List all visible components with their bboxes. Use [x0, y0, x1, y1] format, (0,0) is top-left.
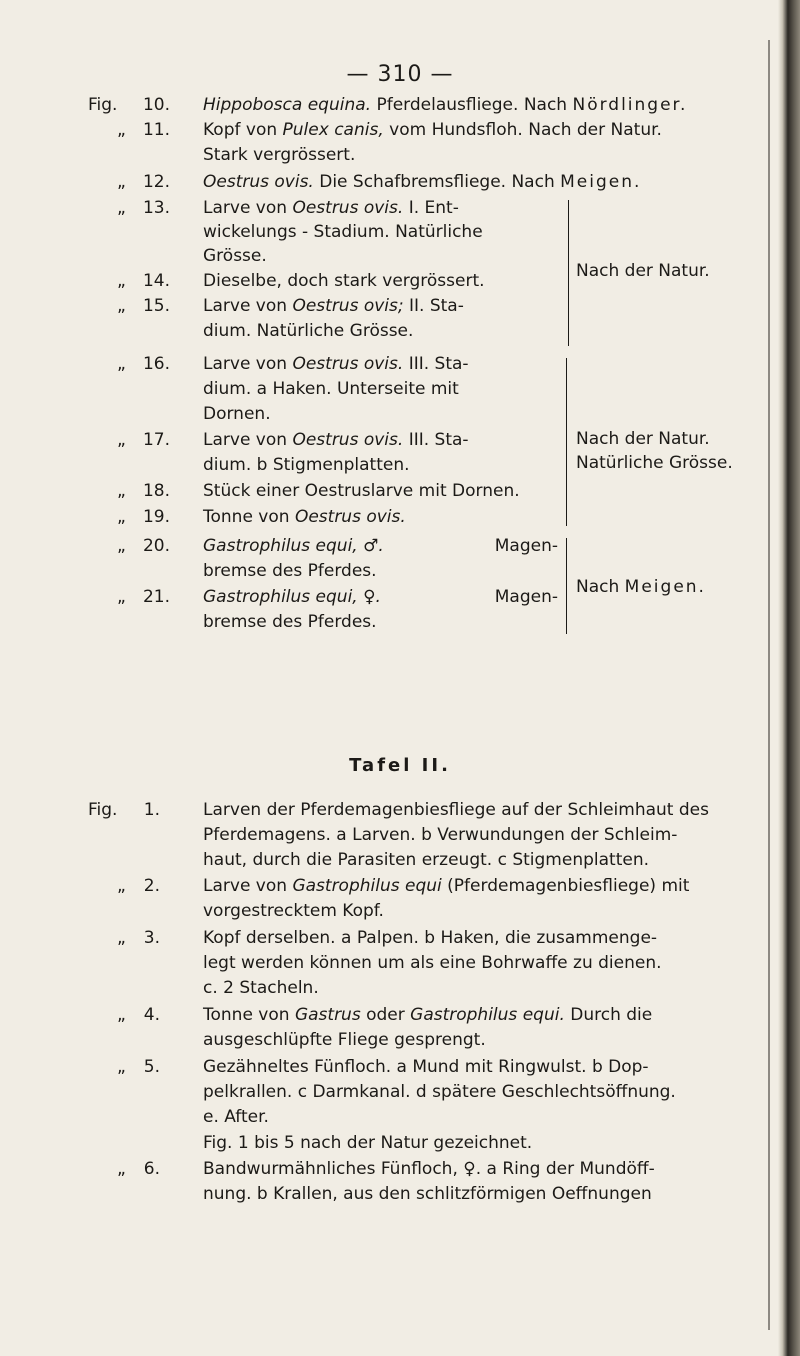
ditto-mark: „	[117, 507, 126, 527]
plate-entry-5-cont: pelkrallen. c Darmkanal. d spätere Geschlechtsöffnung.	[203, 1082, 676, 1102]
entry-number: 10.	[142, 95, 170, 115]
entry-number: 14.	[142, 271, 170, 291]
plate-entry-2: Larve von Gastrophilus equi (Pferdemagenbiesfliege) mit	[203, 876, 690, 896]
entry-number: 6.	[143, 1159, 160, 1179]
ditto-mark: „	[117, 1005, 126, 1025]
brace	[558, 200, 569, 346]
entry-13-cont: wickelungs - Stadium. Natürliche	[203, 222, 483, 242]
entry-10: Hippobosca equina. Pferdelausfliege. Nach Nördlinger.	[203, 95, 688, 115]
entry-21: Gastrophilus equi, ♀. Magen-	[203, 587, 558, 607]
entry-21-cont: bremse des Pferdes.	[203, 612, 377, 632]
entry-18: Stück einer Oestruslarve mit Dornen.	[203, 481, 520, 501]
entry-20: Gastrophilus equi, ♂. Magen-	[203, 536, 558, 556]
plate-entry-6-cont: nung. b Krallen, aus den schlitzförmigen Oeffnungen	[203, 1184, 652, 1204]
entry-16: Larve von Oestrus ovis. III. Sta-	[203, 354, 469, 374]
entry-number: 17.	[142, 430, 170, 450]
entry-number: 1.	[143, 800, 160, 820]
plate-entry-5: Gezähneltes Fünfloch. a Mund mit Ringwulst. b Dop-	[203, 1057, 649, 1077]
entry-number: 18.	[142, 481, 170, 501]
plate-entry-6: Bandwurmähnliches Fünfloch, ♀. a Ring der Mundöff-	[203, 1159, 655, 1179]
plate-title: Tafel II.	[349, 755, 451, 776]
plate-entry-5-note: Fig. 1 bis 5 nach der Natur gezeichnet.	[203, 1133, 533, 1153]
ditto-mark: „	[117, 271, 126, 291]
ditto-mark: „	[117, 536, 126, 556]
brace-size-label: Natürliche Grösse.	[576, 453, 733, 473]
plate-entry-4-cont: ausgeschlüpfte Fliege gesprengt.	[203, 1030, 486, 1050]
book-binding-edge	[778, 0, 800, 1356]
entry-number: 12.	[142, 172, 170, 192]
entry-13-cont: Grösse.	[203, 246, 267, 266]
entry-number: 3.	[143, 928, 160, 948]
fig-label: Fig.	[88, 800, 118, 820]
plate-entry-1-cont: haut, durch die Parasiten erzeugt. c Stigmenplatten.	[203, 850, 650, 870]
entry-16-cont: Dornen.	[203, 404, 271, 424]
plate-entry-5-cont: e. After.	[203, 1107, 269, 1127]
entry-15-cont: dium. Natürliche Grösse.	[203, 321, 414, 341]
entry-number: 11.	[142, 120, 170, 140]
ditto-mark: „	[117, 876, 126, 896]
entry-15: Larve von Oestrus ovis; II. Sta-	[203, 296, 464, 316]
brace-source-label: Nach der Natur.	[576, 429, 710, 449]
entry-number: 16.	[142, 354, 170, 374]
ditto-mark: „	[117, 120, 126, 140]
entry-number: 15.	[142, 296, 170, 316]
page-gutter-shadow	[768, 40, 770, 1330]
ditto-mark: „	[117, 198, 126, 218]
ditto-mark: „	[117, 354, 126, 374]
entry-11-cont: Stark vergrössert.	[203, 145, 356, 165]
ditto-mark: „	[117, 430, 126, 450]
plate-entry-1: Larven der Pferdemagenbiesfliege auf der Schleimhaut des	[203, 800, 709, 820]
ditto-mark: „	[117, 928, 126, 948]
plate-entry-3: Kopf derselben. a Palpen. b Haken, die zusammenge-	[203, 928, 658, 948]
ditto-mark: „	[117, 587, 126, 607]
plate-entry-3-cont: legt werden können um als eine Bohrwaffe zu dienen.	[203, 953, 662, 973]
page-number: — 310 —	[346, 62, 454, 87]
ditto-mark: „	[117, 481, 126, 501]
brace-source-label: Nach Meigen.	[576, 577, 706, 597]
brace-source-label: Nach der Natur.	[576, 261, 710, 281]
fig-label: Fig.	[88, 95, 118, 115]
entry-number: 19.	[142, 507, 170, 527]
entry-number: 20.	[142, 536, 170, 556]
ditto-mark: „	[117, 172, 126, 192]
entry-16-cont: dium. a Haken. Unterseite mit	[203, 379, 459, 399]
entry-11: Kopf von Pulex canis, vom Hundsfloh. Nach der Natur.	[203, 120, 662, 140]
entry-20-cont: bremse des Pferdes.	[203, 561, 377, 581]
ditto-mark: „	[117, 1057, 126, 1077]
plate-entry-1-cont: Pferdemagens. a Larven. b Verwundungen der Schleim-	[203, 825, 678, 845]
plate-entry-2-cont: vorgestrecktem Kopf.	[203, 901, 384, 921]
entry-number: 4.	[143, 1005, 160, 1025]
entry-13: Larve von Oestrus ovis. I. Ent-	[203, 198, 459, 218]
entry-number: 2.	[143, 876, 160, 896]
entry-14: Dieselbe, doch stark vergrössert.	[203, 271, 485, 291]
entry-17: Larve von Oestrus ovis. III. Sta-	[203, 430, 469, 450]
ditto-mark: „	[117, 296, 126, 316]
entry-19: Tonne von Oestrus ovis.	[203, 507, 406, 527]
ditto-mark: „	[117, 1159, 126, 1179]
plate-entry-3-cont: c. 2 Stacheln.	[203, 978, 319, 998]
entry-number: 13.	[142, 198, 170, 218]
entry-number: 21.	[142, 587, 170, 607]
plate-entry-4: Tonne von Gastrus oder Gastrophilus equi. Durch die	[203, 1005, 653, 1025]
entry-number: 5.	[143, 1057, 160, 1077]
entry-17-cont: dium. b Stigmenplatten.	[203, 455, 410, 475]
entry-12: Oestrus ovis. Die Schafbremsfliege. Nach Meigen.	[203, 172, 642, 192]
